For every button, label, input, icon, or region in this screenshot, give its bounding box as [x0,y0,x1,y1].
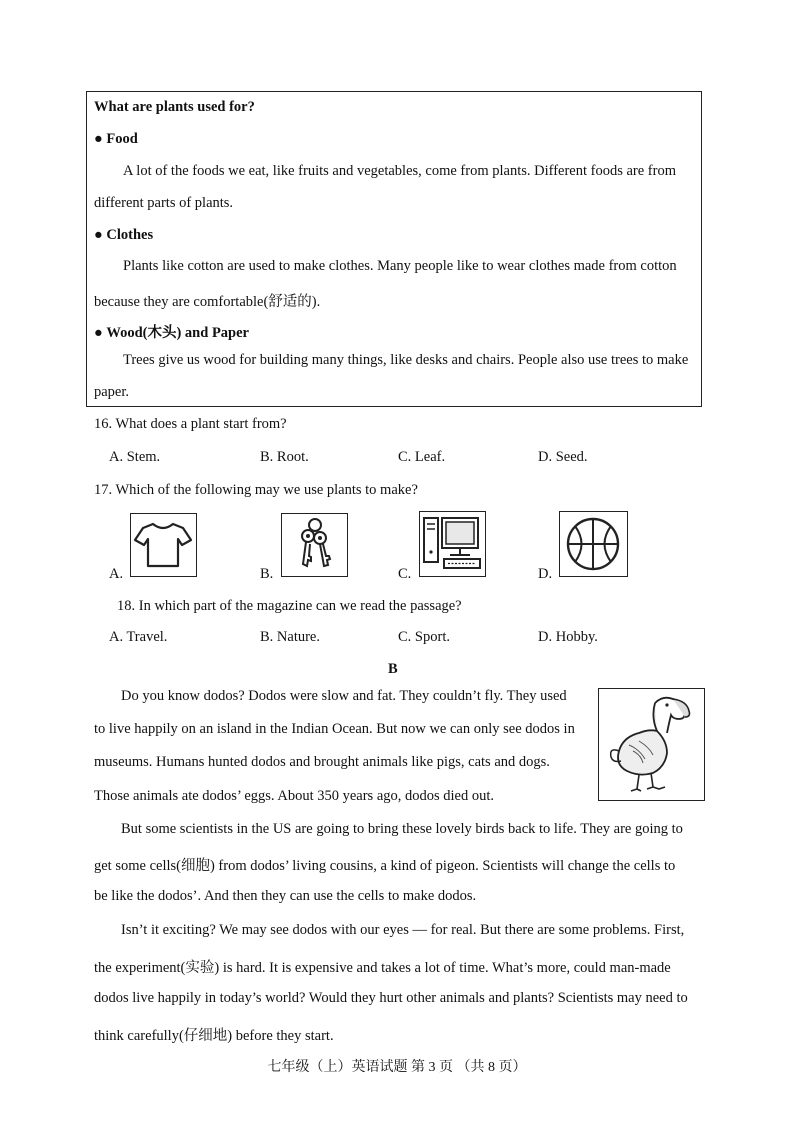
b-p3-line-2: the experiment(实验) is hard. It is expensive and takes a lot of time. What’s more, could man-made [94,960,671,976]
dodo-bird-icon [599,689,703,799]
bullet-icon: ● [94,227,103,243]
wood-line-2: paper. [94,384,130,400]
q16-option-d[interactable]: D. Seed. [538,449,588,465]
b-p1-line-1: Do you know dodos? Dodos were slow and fat. They couldn’t fly. They used [121,688,567,704]
question-17: 17. Which of the following may we use plants to make? [94,482,418,498]
section-b-label: B [388,661,398,677]
t-shirt-icon [131,514,195,575]
keys-icon [282,514,346,575]
q17-option-d[interactable]: D. [538,566,553,582]
b-p3-line-3: dodos live happily in today’s world? Would they hurt other animals and plants? Scientists may need to [94,990,688,1006]
q17-picture-b[interactable] [281,513,348,577]
q17-picture-d[interactable] [559,511,628,577]
q18-option-c[interactable]: C. Sport. [398,629,450,645]
b-p1-line-2: to live happily on an island in the Indian Ocean. But now we can only see dodos in [94,721,575,737]
q17-option-a[interactable]: A. [109,566,124,582]
q17-option-c[interactable]: C. [398,566,412,582]
q18-option-a[interactable]: A. Travel. [109,629,168,645]
section-heading-clothes: ● Clothes [94,227,154,243]
q16-option-a[interactable]: A. Stem. [109,449,161,465]
basketball-icon [560,512,626,575]
b-p2-line-2: get some cells(细胞) from dodos’ living cousins, a kind of pigeon. Scientists will change the cells to [94,858,676,874]
b-p3-line-4: think carefully(仔细地) before they start. [94,1028,334,1044]
section-heading-wood-paper: ● Wood(木头) and Paper [94,325,249,341]
q17-picture-a[interactable] [130,513,197,577]
q17-option-b[interactable]: B. [260,566,274,582]
dodo-picture [598,688,705,801]
food-line-2: different parts of plants. [94,195,234,211]
b-p2-line-1: But some scientists in the US are going to bring these lovely birds back to life. They are going to [121,821,683,837]
q18-option-d[interactable]: D. Hobby. [538,629,598,645]
b-p2-line-3: be like the dodos’. And then they can use the cells to make dodos. [94,888,477,904]
bullet-icon: ● [94,131,103,147]
clothes-line-2: because they are comfortable(舒适的). [94,294,321,310]
info-box-title: What are plants used for? [94,99,255,115]
q18-option-b[interactable]: B. Nature. [260,629,320,645]
q16-option-c[interactable]: C. Leaf. [398,449,446,465]
computer-icon [420,512,484,575]
question-16: 16. What does a plant start from? [94,416,287,432]
wood-line-1: Trees give us wood for building many things, like desks and chairs. People also use trees to make [123,352,689,368]
b-p1-line-4: Those animals ate dodos’ eggs. About 350 years ago, dodos died out. [94,788,495,804]
page-footer: 七年级（上）英语试题 第 3 页 （共 8 页） [267,1060,527,1075]
q16-option-b[interactable]: B. Root. [260,449,309,465]
bullet-icon: ● [94,325,103,341]
section-heading-food: ● Food [94,131,138,147]
b-p3-line-1: Isn’t it exciting? We may see dodos with our eyes — for real. But there are some problems. First, [121,922,685,938]
clothes-line-1: Plants like cotton are used to make clothes. Many people like to wear clothes made from cotton [123,258,677,274]
food-line-1: A lot of the foods we eat, like fruits and vegetables, come from plants. Different foods are from [123,163,676,179]
q17-picture-c[interactable] [419,511,486,577]
b-p1-line-3: museums. Humans hunted dodos and brought animals like pigs, cats and dogs. [94,754,550,770]
question-18: 18. In which part of the magazine can we read the passage? [117,598,462,614]
